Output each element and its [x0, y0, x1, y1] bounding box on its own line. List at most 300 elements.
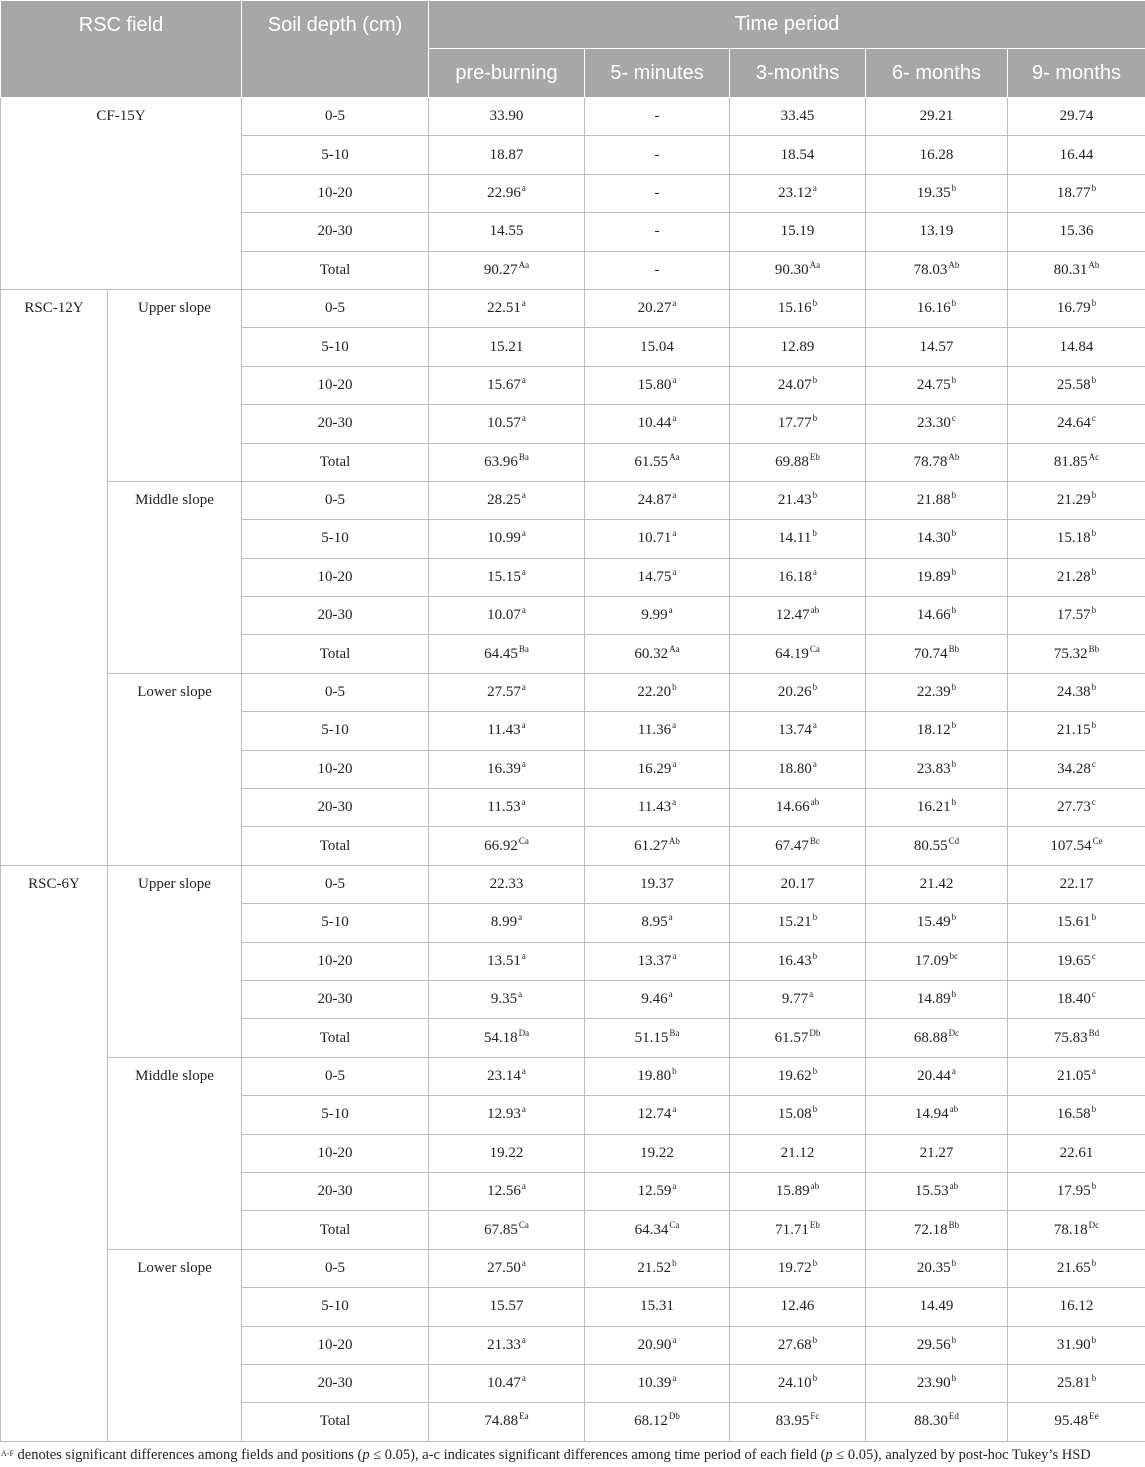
significance-letter: Dc: [948, 1027, 960, 1038]
cell-value: 21.43: [777, 492, 812, 509]
cell-value: 75.83: [1053, 1029, 1088, 1046]
significance-letter: b: [1091, 528, 1097, 539]
cell-value: 12.46: [780, 1298, 815, 1315]
value-cell: [866, 366, 1008, 404]
significance-letter: b: [1091, 1334, 1097, 1345]
cell-value: 23.83: [916, 760, 951, 777]
value-cell: [585, 942, 730, 980]
soil-depth-cell: 5-10: [242, 328, 429, 366]
value-cell: [1008, 251, 1145, 289]
value-cell: [585, 1019, 730, 1057]
footnote-text: ≤ 0.05), a-c indicates significant differences among time period of each field (: [369, 1447, 826, 1463]
soil-depth-cell: 10-20: [242, 750, 429, 788]
cell-value: 14.55: [489, 223, 524, 240]
significance-letter: Ba: [669, 1027, 680, 1038]
significance-letter: a: [672, 566, 677, 577]
cell-value: 78.03: [913, 261, 948, 278]
significance-letter: a: [521, 1373, 526, 1384]
cell-value: 31.90: [1056, 1336, 1091, 1353]
cell-value: 25.81: [1056, 1375, 1091, 1392]
significance-letter: a: [521, 1104, 526, 1115]
cell-value: 15.18: [1056, 530, 1091, 547]
value-cell: [585, 597, 730, 635]
significance-letter: a: [521, 950, 526, 961]
cell-value: 18.12: [916, 722, 951, 739]
significance-letter: a: [518, 989, 523, 1000]
significance-letter: b: [951, 374, 957, 385]
soil-depth-cell: 0-5: [242, 1057, 429, 1095]
cell-value: 21.88: [916, 492, 951, 509]
table-row: [1, 289, 1145, 327]
value-cell: [429, 405, 585, 443]
significance-letter: Aa: [669, 643, 680, 654]
value-cell: [730, 481, 866, 519]
value-cell: [585, 1172, 730, 1210]
value-cell: [866, 1403, 1008, 1441]
significance-letter: b: [1091, 182, 1097, 193]
value-cell: [730, 827, 866, 865]
cell-value: 21.29: [1056, 492, 1091, 509]
significance-letter: b: [951, 1257, 957, 1268]
value-cell: [730, 213, 866, 251]
value-cell: [1008, 673, 1145, 711]
value-cell: [585, 251, 730, 289]
cell-value: 10.07: [487, 607, 521, 624]
cell-value: 90.27: [483, 261, 518, 278]
cell-value: 12.74: [637, 1106, 672, 1123]
cell-value: 15.49: [916, 914, 951, 931]
significance-letter: a: [672, 720, 677, 731]
significance-letter: c: [1091, 950, 1096, 961]
value-cell: [429, 328, 585, 366]
value-cell: [585, 366, 730, 404]
significance-letter: b: [951, 1334, 957, 1345]
value-cell: [1008, 597, 1145, 635]
significance-letter: a: [518, 912, 523, 923]
cell-value: 20.90: [637, 1336, 672, 1353]
cell-value: 12.59: [637, 1183, 672, 1200]
soil-depth-cell: 10-20: [242, 558, 429, 596]
significance-letter: a: [672, 1373, 677, 1384]
value-cell: [730, 865, 866, 903]
cell-value: 107.54: [1050, 837, 1092, 854]
cell-value: 23.14: [487, 1067, 521, 1084]
cell-value: 10.71: [637, 530, 672, 547]
significance-letter: a: [672, 1334, 677, 1345]
value-cell: [1008, 1364, 1145, 1402]
value-cell: [1008, 289, 1145, 327]
significance-letter: Aa: [809, 259, 821, 270]
cell-value: 90.30: [774, 261, 809, 278]
significance-letter: Db: [809, 1027, 821, 1038]
value-cell: [1008, 1326, 1145, 1364]
value-cell: [730, 750, 866, 788]
cell-value: 21.05: [1057, 1067, 1091, 1084]
significance-letter: b: [812, 298, 818, 309]
cell-value: 75.32: [1053, 645, 1088, 662]
cell-value: 21.65: [1056, 1259, 1091, 1276]
cell-value: 28.25: [487, 492, 521, 509]
cell-value: 16.18: [778, 568, 812, 585]
value-cell: [866, 328, 1008, 366]
cell-value: 15.21: [777, 914, 812, 931]
value-cell: [585, 443, 730, 481]
cell-value: 12.56: [487, 1183, 521, 1200]
value-cell: [730, 1096, 866, 1134]
value-cell: [730, 289, 866, 327]
rsc-field-cell: RSC-12Y: [1, 289, 108, 865]
significance-letter: b: [812, 1373, 818, 1384]
soil-depth-cell: Total: [242, 1211, 429, 1249]
cell-value: 67.47: [775, 837, 809, 854]
cell-value: 16.28: [919, 146, 954, 163]
value-cell: [866, 673, 1008, 711]
significance-letter: Ed: [948, 1411, 959, 1422]
header-soil-depth: Soil depth (cm): [242, 1, 429, 98]
cell-value: 15.53: [914, 1183, 949, 1200]
slope-position-cell: Lower slope: [108, 673, 242, 865]
value-cell: [429, 1057, 585, 1095]
significance-letter: b: [812, 682, 818, 693]
significance-letter: Aa: [669, 451, 680, 462]
cell-value: 15.21: [489, 338, 524, 355]
value-cell: [730, 712, 866, 750]
value-cell: [730, 1057, 866, 1095]
significance-letter: Bc: [809, 835, 820, 846]
cell-value: 20.26: [777, 684, 812, 701]
value-cell: [429, 443, 585, 481]
cell-value: 19.22: [640, 1144, 674, 1161]
cell-value: 14.75: [637, 568, 672, 585]
value-cell: [429, 1288, 585, 1326]
significance-letter: Ac: [1088, 451, 1100, 462]
significance-letter: b: [1091, 566, 1097, 577]
value-cell: [585, 865, 730, 903]
value-cell: [866, 904, 1008, 942]
value-cell: [866, 520, 1008, 558]
cell-value: 25.58: [1056, 376, 1091, 393]
significance-letter: a: [521, 182, 526, 193]
soil-depth-cell: 10-20: [242, 942, 429, 980]
cell-value: 34.28: [1057, 760, 1091, 777]
significance-letter: b: [672, 682, 677, 693]
cell-value: 22.20: [637, 684, 672, 701]
value-cell: [866, 635, 1008, 673]
value-cell: [1008, 1057, 1145, 1095]
value-cell: [429, 1249, 585, 1287]
significance-letter: a: [672, 1181, 677, 1192]
value-cell: [1008, 520, 1145, 558]
cell-value: 19.89: [916, 568, 951, 585]
significance-letter: a: [521, 1334, 526, 1345]
value-cell: [866, 712, 1008, 750]
value-cell: [1008, 1096, 1145, 1134]
cell-value: 20.44: [917, 1067, 951, 1084]
cell-value: 19.22: [489, 1144, 524, 1161]
significance-letter: a: [668, 912, 673, 923]
value-cell: [730, 98, 866, 136]
cell-value: 11.53: [487, 799, 521, 816]
table-row: [1, 98, 1145, 136]
cell-value: 27.50: [487, 1259, 521, 1276]
significance-letter: c: [1091, 758, 1096, 769]
significance-letter: b: [951, 758, 957, 769]
cell-value: 10.47: [487, 1375, 521, 1392]
significance-letter: c: [1091, 413, 1096, 424]
significance-letter: b: [812, 374, 818, 385]
cell-value: 14.89: [916, 991, 951, 1008]
significance-letter: b: [951, 490, 957, 501]
table-row: [1, 1057, 1145, 1095]
cell-value: 16.29: [637, 760, 672, 777]
cell-value: 22.17: [1059, 876, 1094, 892]
significance-letter: a: [672, 413, 677, 424]
significance-letter: a: [521, 298, 526, 309]
significance-letter: bc: [949, 950, 959, 961]
value-cell: [866, 1364, 1008, 1402]
cell-value: 22.96: [487, 184, 521, 201]
significance-letter: b: [812, 490, 818, 501]
cell-value: -: [654, 261, 660, 278]
cell-value: 19.35: [916, 184, 951, 201]
significance-letter: a: [668, 605, 673, 616]
value-cell: [585, 1211, 730, 1249]
soil-depth-cell: 0-5: [242, 1249, 429, 1287]
significance-letter: Ca: [518, 835, 529, 846]
value-cell: [730, 1211, 866, 1249]
cell-value: 10.44: [637, 415, 672, 432]
cell-value: 74.88: [484, 1413, 519, 1430]
value-cell: [866, 98, 1008, 136]
cell-value: 18.87: [489, 146, 524, 163]
soil-depth-cell: 10-20: [242, 174, 429, 212]
value-cell: [1008, 558, 1145, 596]
value-cell: [429, 289, 585, 327]
value-cell: [1008, 1288, 1145, 1326]
significance-letter: Ea: [519, 1411, 529, 1422]
cell-value: 78.18: [1053, 1221, 1088, 1238]
header-period: pre-burning: [429, 49, 585, 98]
cell-value: 11.43: [487, 722, 521, 739]
significance-letter: Ab: [668, 835, 680, 846]
value-cell: [1008, 827, 1145, 865]
value-cell: [585, 980, 730, 1018]
value-cell: [866, 1211, 1008, 1249]
soil-depth-cell: 5-10: [242, 520, 429, 558]
soil-depth-cell: 0-5: [242, 98, 429, 136]
cell-value: 11.43: [637, 799, 672, 816]
soil-depth-cell: Total: [242, 1403, 429, 1441]
table-row: [1, 481, 1145, 519]
value-cell: [730, 789, 866, 827]
cell-value: 16.12: [1059, 1298, 1094, 1315]
value-cell: [585, 481, 730, 519]
value-cell: [730, 1326, 866, 1364]
value-cell: [429, 789, 585, 827]
significance-letter: Eb: [809, 1219, 820, 1230]
significance-letter: b: [951, 797, 957, 808]
cell-value: 21.15: [1056, 722, 1091, 739]
cell-value: 27.57: [487, 684, 521, 701]
significance-letter: a: [672, 950, 677, 961]
value-cell: [1008, 750, 1145, 788]
value-cell: [730, 174, 866, 212]
value-cell: [1008, 942, 1145, 980]
value-cell: [585, 213, 730, 251]
value-cell: [730, 673, 866, 711]
cell-value: 24.64: [1057, 415, 1091, 432]
cell-value: 19.72: [777, 1259, 812, 1276]
cell-value: 18.40: [1057, 991, 1091, 1008]
cell-value: 16.79: [1056, 300, 1091, 317]
significance-letter: b: [812, 413, 818, 424]
significance-letter: b: [812, 912, 818, 923]
value-cell: [429, 1211, 585, 1249]
cell-value: 18.77: [1056, 184, 1091, 201]
soil-depth-cell: 5-10: [242, 1096, 429, 1134]
cell-value: 19.80: [637, 1067, 672, 1084]
significance-letter: a: [521, 720, 526, 731]
significance-letter: Da: [518, 1027, 530, 1038]
header-period: 5- minutes: [585, 49, 730, 98]
value-cell: [585, 98, 730, 136]
value-cell: [730, 942, 866, 980]
table-body: [1, 98, 1145, 1442]
value-cell: [1008, 635, 1145, 673]
table-row: [1, 1249, 1145, 1287]
slope-position-cell: Lower slope: [108, 1249, 242, 1441]
significance-letter: ab: [949, 1104, 959, 1115]
significance-letter: b: [951, 912, 957, 923]
value-cell: [585, 1288, 730, 1326]
cell-value: 10.57: [487, 415, 521, 432]
value-cell: [866, 289, 1008, 327]
significance-letter: a: [521, 682, 526, 693]
cell-value: 54.18: [483, 1029, 518, 1046]
value-cell: [1008, 904, 1145, 942]
significance-letter: a: [1091, 1065, 1096, 1076]
significance-letter: b: [1091, 1257, 1097, 1268]
value-cell: [1008, 1172, 1145, 1210]
soil-depth-cell: 20-30: [242, 980, 429, 1018]
value-cell: [866, 558, 1008, 596]
soil-depth-cell: 10-20: [242, 1134, 429, 1172]
value-cell: [866, 1019, 1008, 1057]
cell-value: 88.30: [914, 1413, 948, 1430]
cell-value: 12.47: [775, 607, 810, 624]
value-cell: [866, 1172, 1008, 1210]
value-cell: [730, 597, 866, 635]
cell-value: 67.85: [484, 1221, 518, 1238]
cell-value: 70.74: [913, 645, 948, 662]
cell-value: -: [654, 146, 660, 163]
value-cell: [866, 597, 1008, 635]
soil-depth-cell: 0-5: [242, 289, 429, 327]
value-cell: [429, 904, 585, 942]
significance-letter: Eb: [809, 451, 820, 462]
cell-value: 66.92: [484, 837, 518, 854]
value-cell: [1008, 789, 1145, 827]
cell-value: 69.88: [775, 453, 809, 470]
value-cell: [585, 1134, 730, 1172]
footnote-p: p: [362, 1447, 370, 1463]
value-cell: [730, 136, 866, 174]
value-cell: [585, 136, 730, 174]
value-cell: [1008, 1019, 1145, 1057]
significance-letter: b: [951, 298, 957, 309]
cell-value: 22.33: [489, 876, 524, 892]
cell-value: 15.36: [1059, 223, 1094, 240]
value-cell: [866, 481, 1008, 519]
cell-value: 9.46: [641, 991, 668, 1008]
value-cell: [429, 1172, 585, 1210]
soil-depth-cell: 10-20: [242, 1326, 429, 1364]
soil-depth-cell: Total: [242, 1019, 429, 1057]
cell-value: 21.27: [919, 1144, 954, 1161]
significance-letter: a: [812, 720, 817, 731]
soil-depth-cell: 5-10: [242, 136, 429, 174]
significance-letter: b: [812, 1334, 818, 1345]
value-cell: [730, 1019, 866, 1057]
value-cell: [1008, 174, 1145, 212]
value-cell: [866, 405, 1008, 443]
cell-value: 24.10: [777, 1375, 812, 1392]
significance-letter: b: [951, 1373, 957, 1384]
cell-value: 15.04: [640, 338, 674, 355]
significance-letter: ab: [810, 605, 820, 616]
cell-value: 8.95: [641, 914, 668, 931]
table-footnote: [0, 1446, 1145, 1464]
cell-value: 64.45: [484, 645, 518, 662]
cell-value: 16.21: [916, 799, 951, 816]
value-cell: [585, 1403, 730, 1441]
significance-letter: b: [951, 605, 957, 616]
significance-letter: a: [521, 605, 526, 616]
cell-value: 15.08: [777, 1106, 812, 1123]
value-cell: [585, 1249, 730, 1287]
table-row: [1, 673, 1145, 711]
significance-letter: a: [812, 566, 817, 577]
significance-letter: a: [521, 528, 526, 539]
significance-letter: a: [672, 758, 677, 769]
significance-letter: Bd: [1088, 1027, 1100, 1038]
significance-letter: Bb: [948, 1219, 960, 1230]
soil-depth-cell: 20-30: [242, 1172, 429, 1210]
significance-letter: a: [672, 298, 677, 309]
value-cell: [1008, 1249, 1145, 1287]
value-cell: [429, 481, 585, 519]
significance-letter: a: [812, 758, 817, 769]
value-cell: [1008, 443, 1145, 481]
cell-value: 71.71: [775, 1221, 809, 1238]
significance-letter: b: [1091, 912, 1097, 923]
cell-value: 64.19: [775, 645, 809, 662]
cell-value: 17.09: [914, 952, 949, 969]
cell-value: 81.85: [1053, 453, 1088, 470]
cell-value: 22.51: [487, 300, 521, 317]
value-cell: [429, 980, 585, 1018]
value-cell: [1008, 136, 1145, 174]
value-cell: [730, 635, 866, 673]
value-cell: [866, 136, 1008, 174]
value-cell: [585, 904, 730, 942]
significance-letter: b: [1091, 490, 1097, 501]
value-cell: [429, 174, 585, 212]
cell-value: 20.17: [780, 876, 815, 892]
header-time-period: Time period: [429, 1, 1145, 49]
significance-letter: b: [951, 989, 957, 1000]
value-cell: [1008, 328, 1145, 366]
